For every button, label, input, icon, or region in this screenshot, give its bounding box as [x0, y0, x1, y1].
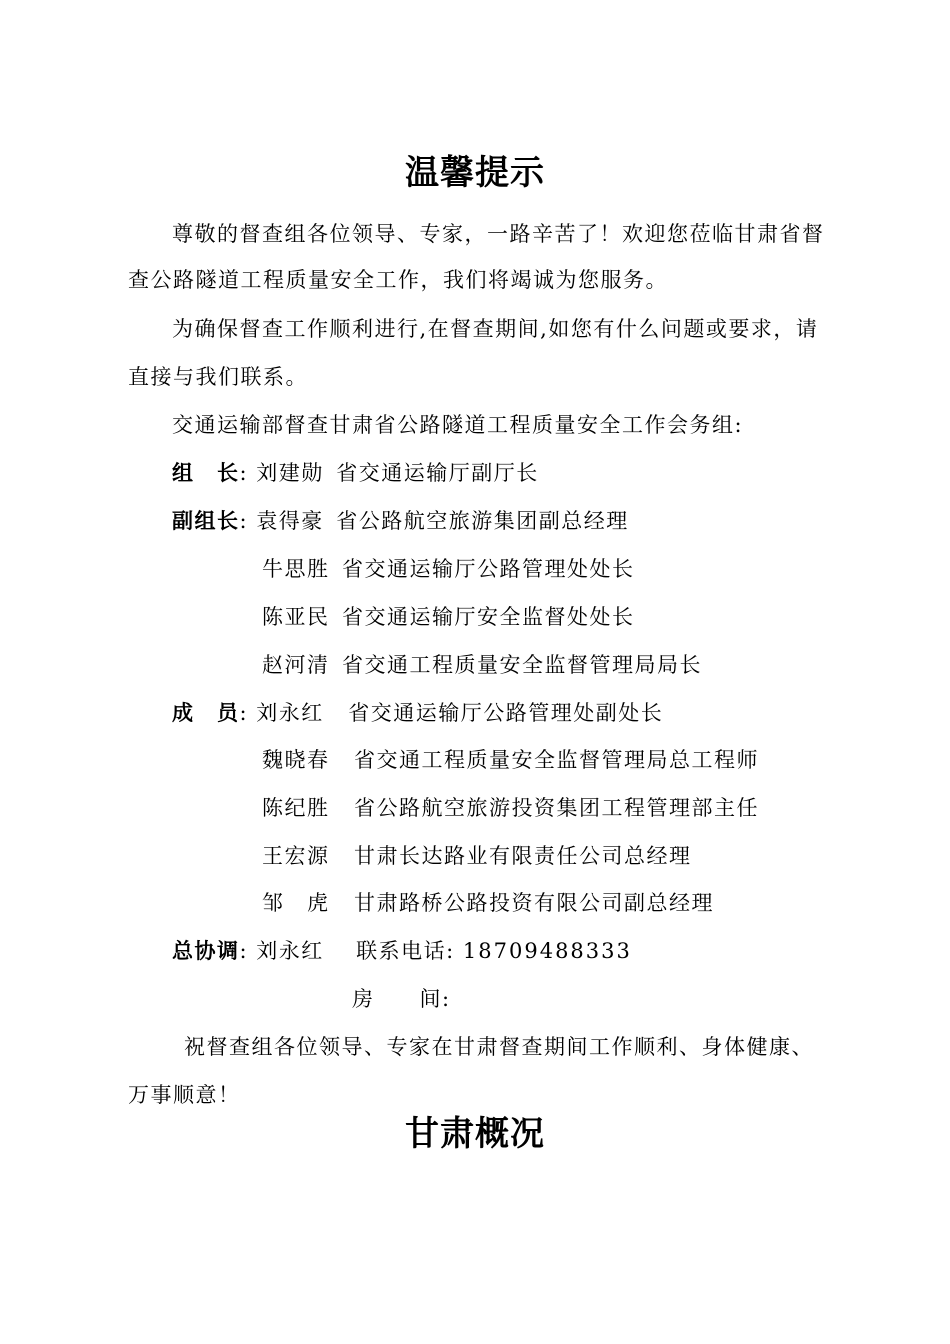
room-label: 房 间: — [352, 987, 451, 1011]
member-label: 成 员 — [172, 700, 240, 725]
deputy-title: 省公路航空旅游集团副总经理 — [336, 509, 629, 533]
colon: : — [239, 461, 249, 485]
leader-title: 省交通运输厅副厅长 — [336, 461, 539, 485]
colon: : — [239, 509, 249, 533]
member-row-1 — [262, 746, 759, 774]
deputy-name: 陈亚民 — [262, 605, 330, 629]
leader-label: 组 长 — [172, 460, 240, 485]
instruction-line-2: 直接与我们联系。 — [128, 365, 308, 389]
member-title: 甘肃长达路业有限责任公司总经理 — [354, 844, 692, 868]
member-row-4 — [262, 889, 714, 917]
member-row-2 — [262, 794, 759, 822]
member-title: 省交通运输厅公路管理处副处长 — [348, 701, 664, 725]
deputy-title: 省交通运输厅公路管理处处长 — [342, 557, 635, 581]
coordinator-name: 刘永红 — [256, 939, 324, 963]
member-name: 刘永红 — [256, 701, 324, 725]
section-title: 甘肃概况 — [405, 1114, 545, 1154]
member-row-3 — [262, 842, 692, 870]
closing-line-2: 万事顺意！ — [128, 1083, 241, 1107]
deputy-row-2 — [262, 603, 635, 631]
member-title: 甘肃路桥公路投资有限公司副总经理 — [354, 891, 714, 915]
coordinator-row — [172, 937, 632, 965]
member-name: 王宏源 — [262, 844, 330, 868]
member-name: 陈纪胜 — [262, 796, 330, 820]
member-title: 省交通工程质量安全监督管理局总工程师 — [354, 748, 759, 772]
member-title: 省公路航空旅游投资集团工程管理部主任 — [354, 796, 759, 820]
deputy-title: 省交通工程质量安全监督管理局局长 — [342, 653, 702, 677]
member-name: 邹 虎 — [262, 891, 330, 915]
deputy-row-1 — [262, 555, 635, 583]
colon: : — [239, 701, 249, 725]
deputy-row-0 — [172, 507, 629, 535]
deputy-title: 省交通运输厅安全监督处处长 — [342, 605, 635, 629]
member-name: 魏晓春 — [262, 748, 330, 772]
leader-name: 刘建勋 — [256, 461, 324, 485]
greeting-line-1: 尊敬的督查组各位领导、专家，一路辛苦了！欢迎您莅临甘肃省督 — [172, 222, 825, 246]
coordinator-label: 总协调 — [172, 938, 240, 963]
colon: : — [239, 939, 249, 963]
group-heading: 交通运输部督查甘肃省公路隧道工程质量安全工作会务组: — [172, 413, 744, 437]
member-row-0 — [172, 699, 663, 727]
phone-number: 18709488333 — [462, 939, 632, 963]
deputy-row-3 — [262, 651, 702, 679]
deputy-label: 副组长 — [172, 508, 240, 533]
deputy-name: 袁得豪 — [256, 509, 324, 533]
deputy-name: 赵河清 — [262, 653, 330, 677]
instruction-line-1: 为确保督查工作顺利进行,在督查期间,如您有什么问题或要求，请 — [172, 317, 819, 341]
leader-row — [172, 459, 539, 487]
closing-line-1: 祝督查组各位领导、专家在甘肃督查期间工作顺利、身体健康、 — [184, 1035, 814, 1059]
phone-label: 联系电话: — [356, 939, 455, 963]
greeting-line-2: 查公路隧道工程质量安全工作，我们将竭诚为您服务。 — [128, 268, 668, 292]
deputy-name: 牛思胜 — [262, 557, 330, 581]
page-title: 温馨提示 — [405, 153, 545, 193]
